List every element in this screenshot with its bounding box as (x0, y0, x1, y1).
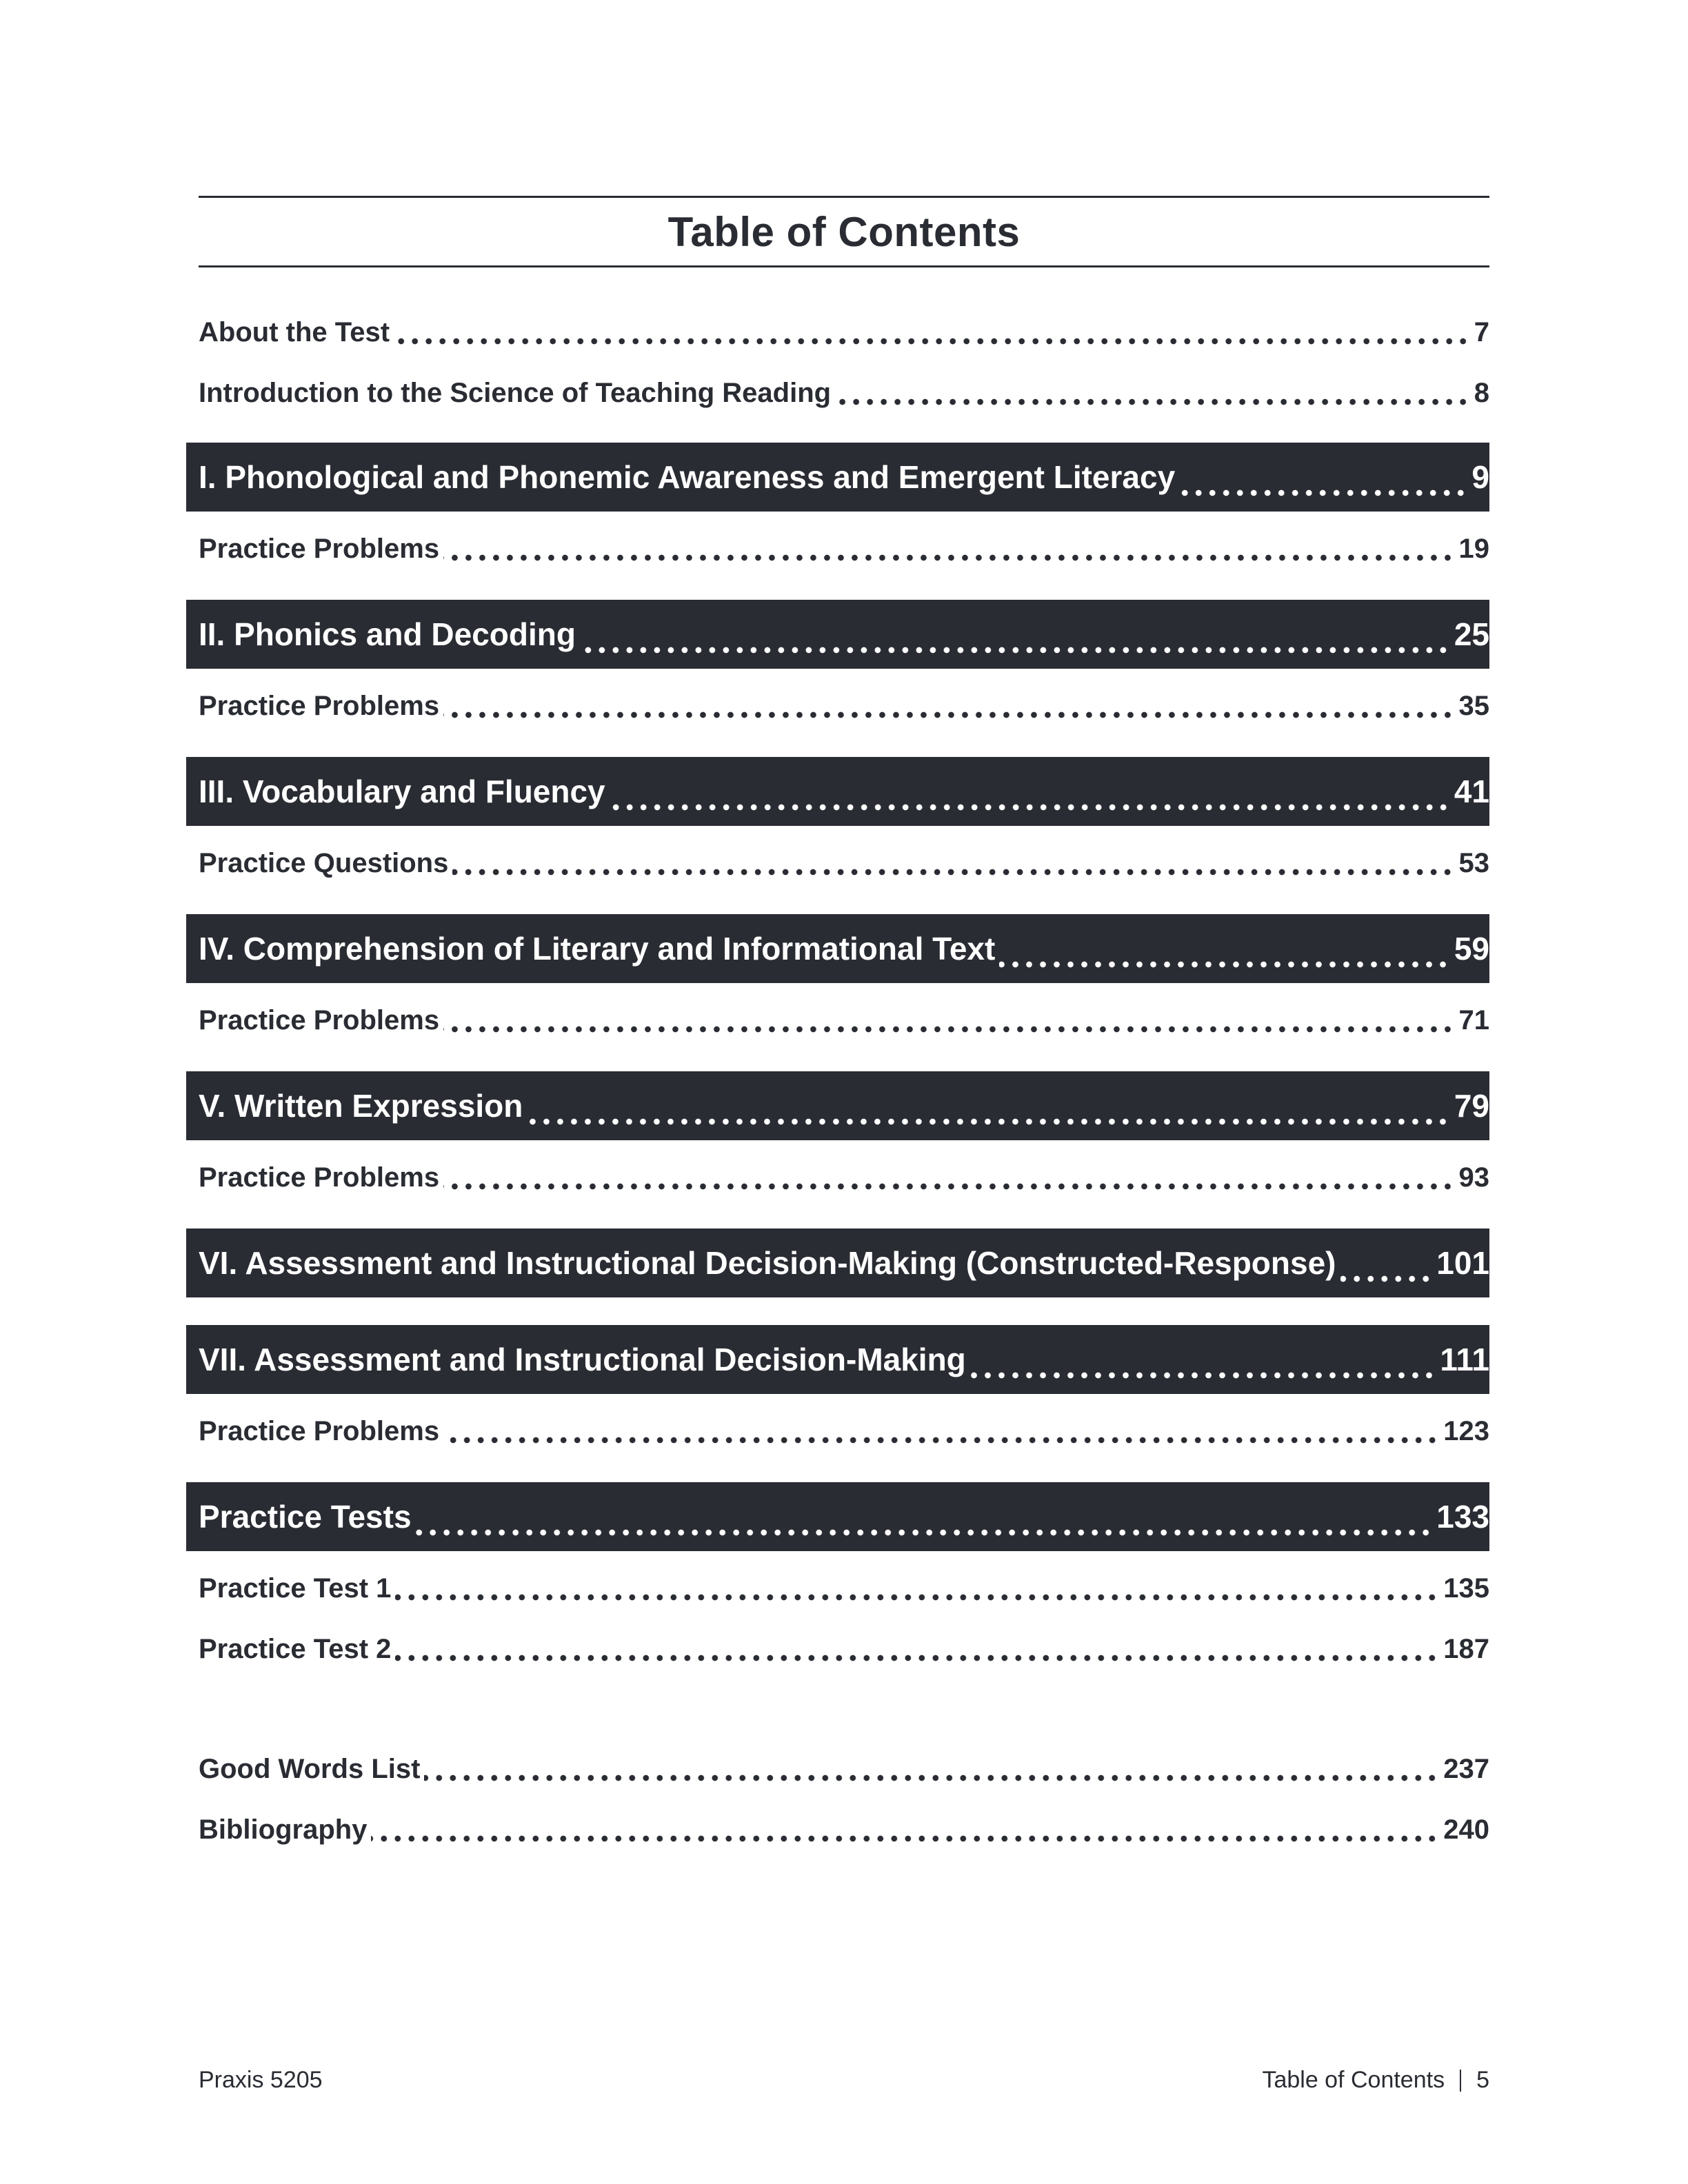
toc-section-page: 79 (1454, 1088, 1489, 1124)
toc-entry-page: 135 (1443, 1573, 1489, 1604)
dot-leader (527, 1118, 1449, 1125)
toc-section-page: 59 (1454, 931, 1489, 967)
toc-entry-practice-problems-2[interactable] (199, 685, 1489, 727)
dot-leader (443, 554, 1454, 561)
dot-leader (395, 1594, 1439, 1601)
dot-leader (452, 869, 1454, 876)
toc-entry-label: Bibliography (199, 1814, 368, 1845)
toc-entry-practice-problems-5[interactable] (199, 1157, 1489, 1198)
toc-entry-page: 187 (1443, 1633, 1489, 1664)
dot-leader (1179, 489, 1467, 496)
toc-entry-introduction[interactable] (199, 372, 1489, 414)
toc-section-label: V. Written Expression (199, 1088, 523, 1124)
dot-leader (416, 1529, 1433, 1536)
dot-leader (835, 398, 1470, 405)
toc-entry-label: Practice Questions (199, 847, 449, 878)
toc-section-4[interactable] (186, 914, 1489, 983)
toc-entry-label: Practice Problems (199, 533, 440, 564)
toc-entry-page: 240 (1443, 1814, 1489, 1845)
toc-section-7[interactable] (186, 1325, 1489, 1394)
toc-section-label: VI. Assessment and Instructional Decision-Making (Constructed-Response) (199, 1245, 1336, 1281)
toc-section-2[interactable] (186, 600, 1489, 669)
toc-section-label: Practice Tests (199, 1499, 412, 1535)
toc-entry-label: Practice Problems (199, 1004, 440, 1035)
toc-section-page: 25 (1454, 616, 1489, 652)
dot-leader (443, 1026, 1454, 1033)
toc-entry-practice-test-2[interactable] (199, 1628, 1489, 1670)
dot-leader (443, 711, 1454, 718)
toc-entry-label: Practice Test 2 (199, 1633, 392, 1664)
toc-section-label: III. Vocabulary and Fluency (199, 774, 605, 809)
toc-entry-page: 8 (1474, 377, 1489, 408)
footer-running-head (1262, 2067, 1489, 2094)
toc-section-label: II. Phonics and Decoding (199, 616, 576, 652)
dot-leader (394, 338, 1470, 345)
footer-section-label: Table of Contents (1262, 2067, 1445, 2093)
toc-section-page: 101 (1436, 1245, 1489, 1281)
toc-section-label: VII. Assessment and Instructional Decision-Making (199, 1342, 966, 1377)
toc-entry-page: 237 (1443, 1753, 1489, 1784)
toc-entry-page: 123 (1443, 1415, 1489, 1446)
dot-leader (1340, 1275, 1433, 1282)
dot-leader (443, 1437, 1439, 1444)
title-block (199, 196, 1489, 267)
dot-leader (999, 961, 1450, 968)
toc-entry-page: 93 (1458, 1162, 1489, 1193)
dot-leader (395, 1655, 1439, 1661)
footer-divider (1460, 2070, 1461, 2092)
toc-section-3[interactable] (186, 757, 1489, 826)
toc-entry-page: 71 (1458, 1004, 1489, 1035)
toc-entry-label: Practice Test 1 (199, 1573, 392, 1604)
dot-leader (610, 804, 1450, 811)
toc-entry-label: Introduction to the Science of Teaching Reading (199, 377, 832, 408)
toc-entry-about-the-test[interactable] (199, 312, 1489, 353)
dot-leader (371, 1835, 1439, 1842)
dot-leader (443, 1183, 1454, 1190)
toc-entry-label: Practice Problems (199, 1162, 440, 1193)
toc-entry-page: 7 (1474, 316, 1489, 347)
toc-section-label: I. Phonological and Phonemic Awareness and Emergent Literacy (199, 459, 1176, 495)
toc-entry-label: Good Words List (199, 1753, 421, 1784)
footer-book-title: Praxis 5205 (199, 2067, 323, 2093)
toc-section-page: 133 (1436, 1499, 1489, 1535)
dot-leader (424, 1775, 1439, 1781)
toc-section-5[interactable] (186, 1071, 1489, 1140)
toc-entry-practice-problems-1[interactable] (199, 528, 1489, 569)
toc-section-page: 111 (1440, 1342, 1489, 1377)
toc-section-label: IV. Comprehension of Literary and Informational Text (199, 931, 996, 967)
toc-entry-page: 19 (1458, 533, 1489, 564)
toc-entry-practice-questions[interactable] (199, 842, 1489, 884)
toc-entry-practice-test-1[interactable] (199, 1568, 1489, 1609)
toc-section-page: 9 (1471, 459, 1489, 495)
toc-entry-label: Practice Problems (199, 690, 440, 721)
toc-section-page: 41 (1454, 774, 1489, 809)
toc-section-practice-tests[interactable] (186, 1482, 1489, 1551)
page-title: Table of Contents (667, 208, 1021, 255)
toc-entry-good-words-list[interactable] (199, 1748, 1489, 1790)
toc-entry-label: About the Test (199, 316, 390, 347)
toc-entry-practice-problems-4[interactable] (199, 1000, 1489, 1041)
dot-leader (970, 1372, 1436, 1379)
toc-entry-label: Practice Problems (199, 1415, 440, 1446)
toc-entry-bibliography[interactable] (199, 1809, 1489, 1850)
toc-entry-practice-problems-7[interactable] (199, 1410, 1489, 1452)
toc-section-6[interactable] (186, 1228, 1489, 1297)
footer-page-number: 5 (1476, 2067, 1489, 2093)
toc-section-1[interactable] (186, 443, 1489, 512)
toc-entry-page: 53 (1458, 847, 1489, 878)
dot-leader (580, 647, 1450, 654)
toc-entry-page: 35 (1458, 690, 1489, 721)
